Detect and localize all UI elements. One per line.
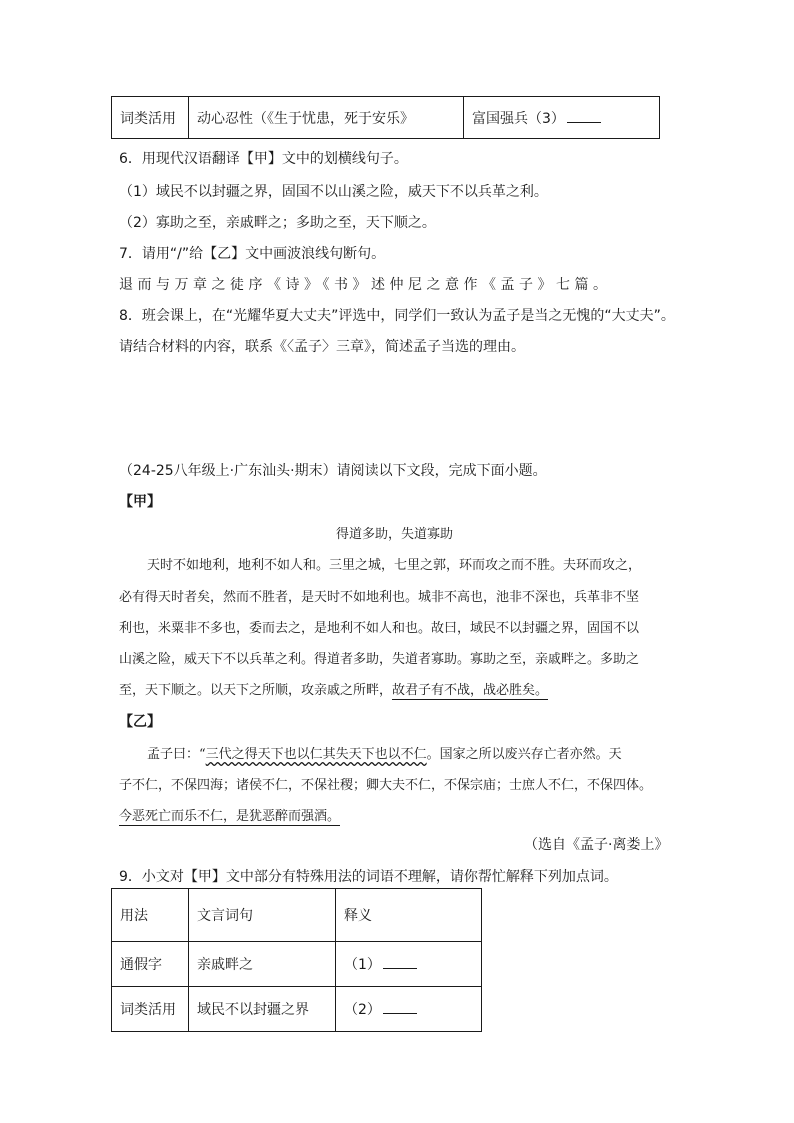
table-header-phrase: 文言词句: [189, 889, 336, 942]
table-header-row: [112, 889, 482, 942]
passage-jia-line-5-text: 至，天下顺之。以天下之所顺，攻亲戚之所畔，: [119, 683, 393, 698]
question-8-line-1: 8．班会课上，在“光耀华夏大丈夫”评选中，同学们一致认为孟子是当之无愧的“大丈夫”。: [119, 308, 675, 324]
passage-jia-line-3: 利也，米粟非不多也，委而去之，是地利不如人和也。故曰，域民不以封疆之界，固国不以: [119, 621, 640, 636]
table-cell-meaning: [464, 97, 660, 139]
question-6-item-2: （2）寡助之至，亲戚畔之；多助之至，天下顺之。: [119, 215, 436, 231]
table-cell-phrase: 域民不以封疆之界: [189, 987, 336, 1032]
passage-yi-source: （选自《孟子·离娄上》: [524, 837, 669, 853]
passage-jia-line-1: 天时不如地利，地利不如人和。三里之城，七里之郭，环而攻之而不胜。夫环而攻之，: [147, 558, 642, 573]
passage-yi-line-1-prefix: 孟子曰：“: [147, 747, 206, 762]
question-7-title: 7．请用“/”给【乙】文中画波浪线句断句。: [119, 246, 386, 262]
question-6-title: 6．用现代汉语翻译【甲】文中的划横线句子。: [119, 151, 408, 167]
passage-yi-line-1: [147, 743, 622, 762]
passage-yi-line-3: [119, 805, 340, 824]
passage-yi-line-2: 子不仁，不保四海；诸侯不仁，不保社稷；卿大夫不仁，不保宗庙；士庶人不仁，不保四体。: [119, 778, 653, 793]
passage-yi-line-1-suffix: 。国家之所以废兴存亡者亦然。天: [426, 747, 622, 762]
question-9-title: 9．小文对【甲】文中部分有特殊用法的词语不理解，请你帮忙解释下列加点词。: [119, 869, 618, 885]
table-row: [112, 942, 482, 987]
passage-jia-title: 得道多助，失道寡助: [336, 527, 454, 542]
passage-yi-underlined-sentence: 今恶死亡而乐不仁，是犹恶醉而强酒。: [119, 809, 341, 824]
table-cell-meaning-label: 富国强兵（3）: [472, 110, 565, 127]
table-header-usage: 用法: [112, 889, 189, 942]
answer-blank[interactable]: [567, 110, 601, 123]
table-cell-usage: 词类活用: [112, 987, 189, 1032]
passage-jia-line-4: 山溪之险，威天下不以兵革之利。得道者多助，失道者寡助。寡助之至，亲戚畔之。多助之: [119, 652, 640, 667]
passage-source-intro: （24-25八年级上·广东汕头·期末）请阅读以下文段，完成下面小题。: [119, 463, 547, 479]
answer-blank[interactable]: [383, 1001, 417, 1014]
table-row: [112, 987, 482, 1032]
passage-yi-label: 【乙】: [119, 714, 161, 730]
table-header-meaning: 释义: [336, 889, 482, 942]
usage-table-top: [111, 96, 660, 139]
table-cell-meaning: [336, 987, 482, 1032]
passage-jia-underlined-sentence: 故君子有不战，战必胜矣。: [392, 683, 549, 698]
passage-jia-line-2: 必有得天时者矣，然而不胜者，是天时不如地利也。城非不高也，池非不深也，兵革非不坚: [119, 590, 640, 605]
answer-blank[interactable]: [383, 956, 417, 969]
table-cell-phrase: 亲戚畔之: [189, 942, 336, 987]
table-cell-usage: 通假字: [112, 942, 189, 987]
question-6-item-1: （1）域民不以封疆之界，固国不以山溪之险，威天下不以兵革之利。: [119, 184, 548, 200]
usage-table: [111, 888, 482, 1032]
table-cell-meaning: [336, 942, 482, 987]
table-cell-phrase: 动心忍性（《生于忧患，死于安乐》: [189, 97, 464, 139]
table-cell-meaning-label: （2）: [344, 1002, 381, 1018]
passage-jia-label: 【甲】: [119, 494, 161, 510]
table-cell-meaning-label: （1）: [344, 957, 381, 973]
passage-jia-line-5: [119, 679, 548, 698]
question-8-line-2: 请结合材料的内容，联系《〈孟子〉三章》，简述孟子当选的理由。: [119, 339, 525, 355]
passage-yi-wavy-sentence: 三代之得天下也以仁其失天下也以不仁: [205, 747, 427, 762]
table-cell-usage: 词类活用: [112, 97, 189, 139]
question-7-sentence: 退而与万章之徒序《诗》《书》述仲尼之意作《孟子》七篇。: [119, 277, 612, 293]
